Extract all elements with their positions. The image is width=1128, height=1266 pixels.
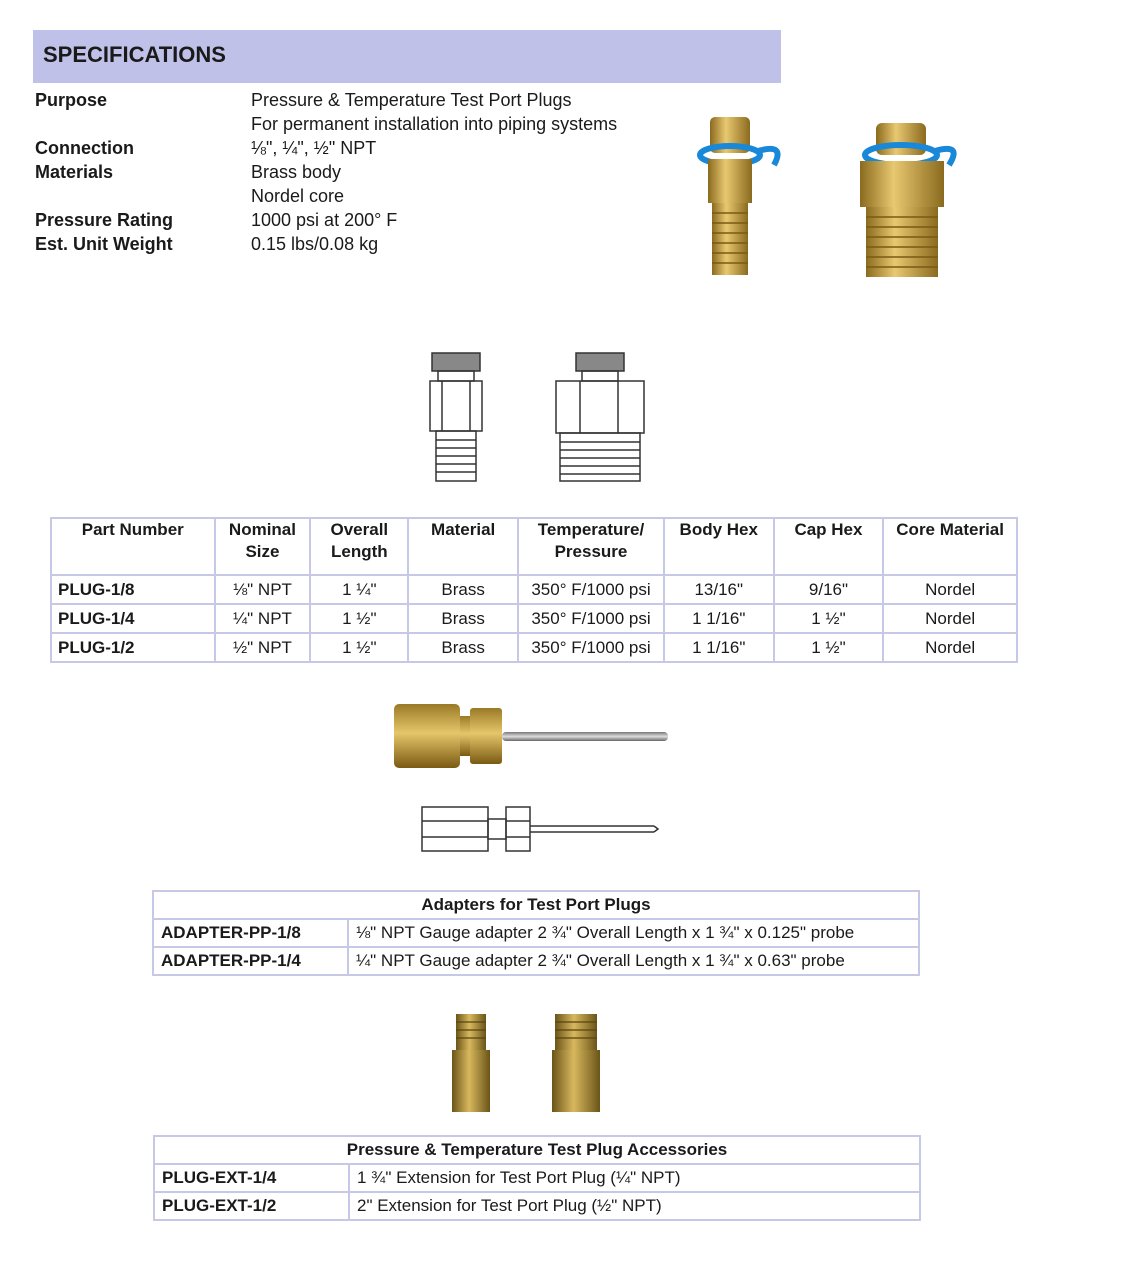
table-row: [51, 575, 1017, 604]
table-cell: ½" NPT: [215, 633, 311, 662]
test-plug-photo: [680, 105, 1010, 285]
spec-value-purpose-2: For permanent installation into piping systems: [251, 114, 618, 134]
table-cell: Brass: [408, 633, 518, 662]
table-cell: 9/16": [774, 575, 884, 604]
table-cell: PLUG-EXT-1/4: [154, 1164, 349, 1192]
table-row: [153, 919, 919, 947]
adapters-table-title: Adapters for Test Port Plugs: [153, 891, 919, 919]
table-cell: 350° F/1000 psi: [518, 604, 664, 633]
table-cell: Nordel: [883, 604, 1017, 633]
table-cell: ¼" NPT: [215, 604, 311, 633]
table-header-row: [153, 891, 919, 919]
test-plug-drawing: [420, 350, 660, 490]
extension-photo: [440, 1010, 610, 1118]
table-cell: ¼" NPT Gauge adapter 2 ¾" Overall Length x 1 ¾" x 0.63" probe: [348, 947, 919, 975]
table-row: [154, 1192, 920, 1220]
spec-label-purpose: Purpose: [35, 90, 108, 110]
table-cell: PLUG-1/8: [51, 575, 215, 604]
spec-value-unit-weight: 0.15 lbs/0.08 kg: [251, 234, 379, 254]
table-cell: PLUG-EXT-1/2: [154, 1192, 349, 1220]
gauge-adapter-photo: [390, 700, 680, 772]
spec-label-connection: Connection: [35, 138, 134, 158]
column-header: Body Hex: [664, 518, 774, 575]
table-cell: Nordel: [883, 633, 1017, 662]
table-cell: PLUG-1/2: [51, 633, 215, 662]
specifications-title: SPECIFICATIONS: [43, 42, 226, 67]
table-row: [154, 1164, 920, 1192]
spec-value-connection: ⅛", ¼", ½" NPT: [251, 138, 377, 158]
table-row: [51, 604, 1017, 633]
table-cell: 1 ½": [774, 633, 884, 662]
table-cell: 1 1/16": [664, 633, 774, 662]
accessories-table-title: Pressure & Temperature Test Plug Accessories: [154, 1136, 920, 1164]
column-header: Core Material: [883, 518, 1017, 575]
table-cell: ADAPTER-PP-1/8: [153, 919, 348, 947]
table-header-row: [154, 1136, 920, 1164]
table-cell: 350° F/1000 psi: [518, 633, 664, 662]
spec-value-pressure-rating: 1000 psi at 200° F: [251, 210, 398, 230]
table-cell: 2" Extension for Test Port Plug (½" NPT): [349, 1192, 920, 1220]
table-cell: Brass: [408, 575, 518, 604]
table-row: [153, 947, 919, 975]
table-cell: 1 ½": [310, 633, 408, 662]
table-row: [51, 633, 1017, 662]
table-cell: 1 ½": [774, 604, 884, 633]
table-cell: ⅛" NPT: [215, 575, 311, 604]
column-header: Temperature/ Pressure: [518, 518, 664, 575]
table-cell: Nordel: [883, 575, 1017, 604]
spec-label-materials: Materials: [35, 162, 114, 182]
table-header-row: [51, 518, 1017, 575]
spec-value-materials: Brass body: [251, 162, 342, 182]
table-cell: PLUG-1/4: [51, 604, 215, 633]
table-cell: 13/16": [664, 575, 774, 604]
column-header: Cap Hex: [774, 518, 884, 575]
column-header: Part Number: [51, 518, 215, 575]
spec-value-purpose: Pressure & Temperature Test Port Plugs: [251, 90, 572, 110]
accessories-table: [153, 1135, 921, 1221]
table-cell: 1 ¼": [310, 575, 408, 604]
spec-label-unit-weight: Est. Unit Weight: [35, 234, 173, 254]
table-cell: 1 1/16": [664, 604, 774, 633]
plug-spec-table: [50, 517, 1018, 663]
adapters-table: [152, 890, 920, 976]
table-cell: 350° F/1000 psi: [518, 575, 664, 604]
table-cell: ADAPTER-PP-1/4: [153, 947, 348, 975]
table-cell: 1 ½": [310, 604, 408, 633]
column-header: Overall Length: [310, 518, 408, 575]
table-cell: Brass: [408, 604, 518, 633]
column-header: Material: [408, 518, 518, 575]
gauge-adapter-drawing: [418, 805, 663, 855]
spec-value-materials-2: Nordel core: [251, 186, 345, 206]
table-cell: ⅛" NPT Gauge adapter 2 ¾" Overall Length x 1 ¾" x 0.125" probe: [348, 919, 919, 947]
column-header: Nominal Size: [215, 518, 311, 575]
table-cell: 1 ¾" Extension for Test Port Plug (¼" NPT): [349, 1164, 920, 1192]
specifications-header: [33, 30, 781, 83]
spec-label-pressure-rating: Pressure Rating: [35, 210, 174, 230]
